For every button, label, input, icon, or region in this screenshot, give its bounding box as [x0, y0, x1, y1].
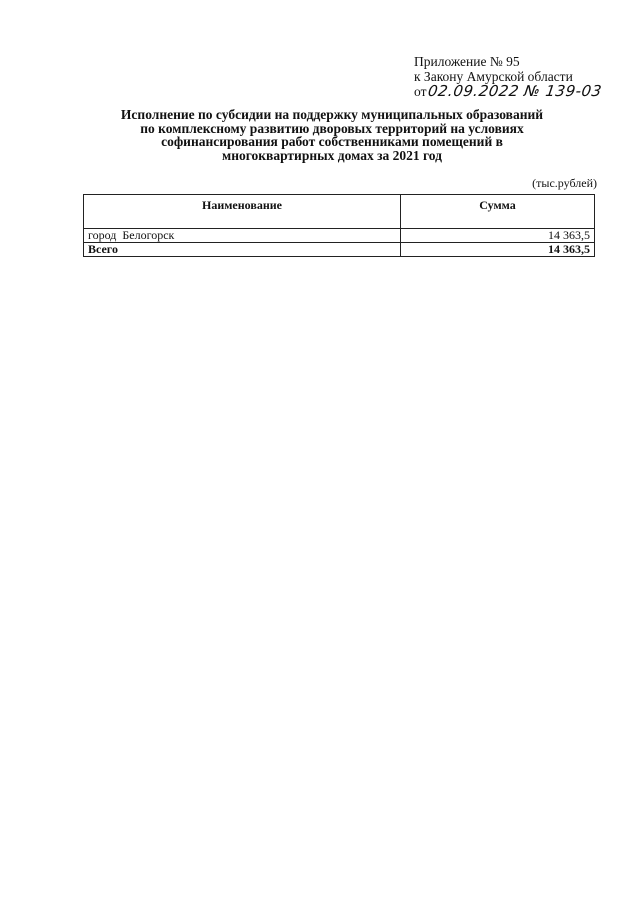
- total-sum: 14 363,5: [401, 243, 595, 257]
- total-row: [84, 243, 595, 257]
- document-title: [70, 108, 594, 162]
- appendix-header: [414, 54, 614, 99]
- table-header-row: [84, 195, 595, 229]
- row-name: город Белогорск: [84, 229, 401, 243]
- title-line-3: софинансирования работ собственниками помещений в: [161, 134, 503, 149]
- title-line-4: многоквартирных домах за 2021 год: [222, 147, 442, 163]
- appendix-number: Приложение № 95: [414, 54, 520, 69]
- header-name: Наименование: [84, 195, 401, 229]
- appendix-law: к Закону Амурской области: [414, 69, 573, 84]
- appendix-date-line: [414, 84, 614, 99]
- title-line-2: по комплексному развитию дворовых территорий на условиях: [140, 120, 524, 136]
- table-row: [84, 229, 595, 243]
- total-label: Всего: [84, 243, 401, 257]
- handwritten-date-number: 02.09.2022 № 139-03: [427, 82, 604, 100]
- appendix-date-prefix: от: [414, 84, 427, 99]
- header-sum: Сумма: [401, 195, 595, 229]
- row-sum: 14 363,5: [401, 229, 595, 243]
- subsidy-table: [83, 194, 595, 257]
- unit-label: (тыс.рублей): [532, 176, 597, 190]
- title-line-1: Исполнение по субсидии на поддержку муниципальных образований: [120, 107, 544, 122]
